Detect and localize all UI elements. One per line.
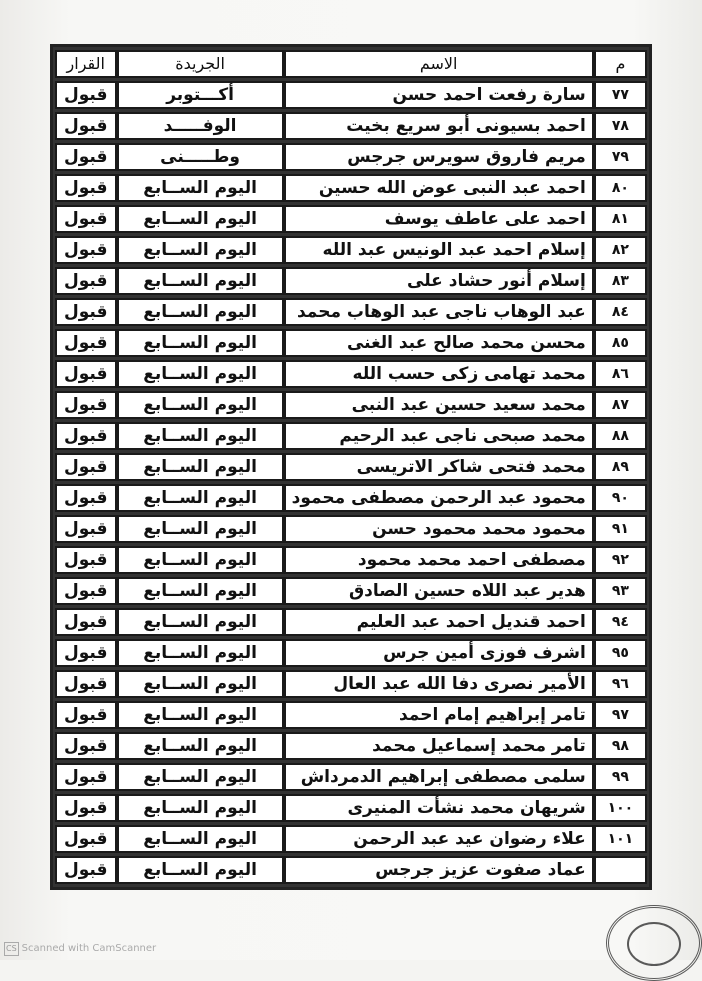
camscanner-logo-icon: CS [4, 942, 19, 956]
header-name: الاسم [284, 50, 594, 78]
row-name: محمد صبحى ناجى عبد الرحيم [284, 422, 594, 450]
row-number: ١٠٠ [594, 794, 647, 822]
table-row [55, 360, 647, 388]
row-name: احمد قنديل احمد عبد العليم [284, 608, 594, 636]
table-row [55, 856, 647, 884]
row-newspaper: اليوم الســابع [117, 236, 284, 264]
table-row [55, 174, 647, 202]
row-decision: قبول [55, 174, 117, 202]
acceptance-table [50, 44, 652, 890]
row-number: ٨٣ [594, 267, 647, 295]
row-decision: قبول [55, 639, 117, 667]
row-number: ٩٣ [594, 577, 647, 605]
row-newspaper: وطـــــنى [117, 143, 284, 171]
table-row [55, 81, 647, 109]
row-decision: قبول [55, 825, 117, 853]
row-number: ٩٩ [594, 763, 647, 791]
header-newspaper: الجريدة [117, 50, 284, 78]
row-newspaper: اليوم الســابع [117, 329, 284, 357]
row-decision: قبول [55, 763, 117, 791]
row-newspaper: اليوم الســابع [117, 794, 284, 822]
row-newspaper: اليوم الســابع [117, 205, 284, 233]
row-name: احمد على عاطف يوسف [284, 205, 594, 233]
header-number: م [594, 50, 647, 78]
row-number: ٩٨ [594, 732, 647, 760]
table-row [55, 143, 647, 171]
table-row [55, 236, 647, 264]
row-name: احمد عبد النبى عوض الله حسين [284, 174, 594, 202]
table-row [55, 515, 647, 543]
row-name: هدير عبد اللاه حسين الصادق [284, 577, 594, 605]
table-row [55, 484, 647, 512]
row-decision: قبول [55, 701, 117, 729]
row-name: عماد صفوت عزيز جرجس [284, 856, 594, 884]
table-row [55, 546, 647, 574]
row-number: ٧٨ [594, 112, 647, 140]
row-decision: قبول [55, 267, 117, 295]
row-number: ٩١ [594, 515, 647, 543]
table-row [55, 794, 647, 822]
row-name: سارة رفعت احمد حسن [284, 81, 594, 109]
table-row [55, 422, 647, 450]
row-decision: قبول [55, 81, 117, 109]
row-number: ٨٨ [594, 422, 647, 450]
row-decision: قبول [55, 298, 117, 326]
table-body [55, 81, 647, 884]
official-stamp [606, 905, 702, 981]
row-decision: قبول [55, 360, 117, 388]
row-decision: قبول [55, 453, 117, 481]
row-name: محمود عبد الرحمن مصطفى محمود [284, 484, 594, 512]
table-row [55, 763, 647, 791]
row-name: احمد بسيونى أبو سريع بخيت [284, 112, 594, 140]
row-name: محمود محمد محمود حسن [284, 515, 594, 543]
row-number: ٨٦ [594, 360, 647, 388]
table-row [55, 608, 647, 636]
table-row [55, 267, 647, 295]
row-newspaper: اليوم الســابع [117, 391, 284, 419]
row-number: ٨٠ [594, 174, 647, 202]
row-name: تامر محمد إسماعيل محمد [284, 732, 594, 760]
row-decision: قبول [55, 143, 117, 171]
row-number: ٨٥ [594, 329, 647, 357]
row-newspaper: اليوم الســابع [117, 732, 284, 760]
row-decision: قبول [55, 112, 117, 140]
row-name: محمد فتحى شاكر الاتريسى [284, 453, 594, 481]
row-newspaper: اليوم الســابع [117, 453, 284, 481]
row-name: إسلام احمد عبد الونيس عبد الله [284, 236, 594, 264]
row-name: مصطفى احمد محمد محمود [284, 546, 594, 574]
row-name: الأمير نصرى دفا الله عبد العال [284, 670, 594, 698]
row-newspaper: اليوم الســابع [117, 763, 284, 791]
row-decision: قبول [55, 484, 117, 512]
table-row [55, 391, 647, 419]
row-decision: قبول [55, 608, 117, 636]
row-newspaper: اليوم الســابع [117, 422, 284, 450]
row-number: ٨٧ [594, 391, 647, 419]
row-newspaper: اليوم الســابع [117, 174, 284, 202]
table-row [55, 670, 647, 698]
row-name: مريم فاروق سويرس جرجس [284, 143, 594, 171]
table-row [55, 639, 647, 667]
row-number: ٩٦ [594, 670, 647, 698]
row-newspaper: اليوم الســابع [117, 577, 284, 605]
row-name: محسن محمد صالح عبد الغنى [284, 329, 594, 357]
row-newspaper: اليوم الســابع [117, 856, 284, 884]
table-row [55, 453, 647, 481]
row-number: ٧٩ [594, 143, 647, 171]
table-row [55, 298, 647, 326]
row-newspaper: اليوم الســابع [117, 360, 284, 388]
row-name: عبد الوهاب ناجى عبد الوهاب محمد [284, 298, 594, 326]
row-newspaper: اليوم الســابع [117, 484, 284, 512]
row-name: سلمى مصطفى إبراهيم الدمرداش [284, 763, 594, 791]
row-newspaper: اليوم الســابع [117, 639, 284, 667]
row-number: ٩٥ [594, 639, 647, 667]
row-number: ٩٢ [594, 546, 647, 574]
row-decision: قبول [55, 856, 117, 884]
row-decision: قبول [55, 670, 117, 698]
row-name: اشرف فوزى أمين جرس [284, 639, 594, 667]
row-decision: قبول [55, 329, 117, 357]
row-decision: قبول [55, 794, 117, 822]
header-decision: القرار [55, 50, 117, 78]
row-decision: قبول [55, 577, 117, 605]
table-header-row [55, 50, 647, 78]
table-row [55, 205, 647, 233]
watermark-text: Scanned with CamScanner [21, 943, 157, 954]
row-decision: قبول [55, 391, 117, 419]
row-newspaper: اليوم الســابع [117, 825, 284, 853]
row-number: ٨٩ [594, 453, 647, 481]
row-newspaper: اليوم الســابع [117, 670, 284, 698]
row-newspaper: اليوم الســابع [117, 267, 284, 295]
table-row [55, 329, 647, 357]
table-row [55, 701, 647, 729]
row-newspaper: أكـــتوبر [117, 81, 284, 109]
row-decision: قبول [55, 422, 117, 450]
table-row [55, 112, 647, 140]
row-number: ٩٤ [594, 608, 647, 636]
row-number: ٩٠ [594, 484, 647, 512]
row-number: ٨٢ [594, 236, 647, 264]
row-decision: قبول [55, 515, 117, 543]
row-number: ٩٧ [594, 701, 647, 729]
row-number: ٨١ [594, 205, 647, 233]
row-decision: قبول [55, 236, 117, 264]
row-number [594, 856, 647, 884]
row-newspaper: الوفـــــد [117, 112, 284, 140]
row-name: محمد سعيد حسين عبد النبى [284, 391, 594, 419]
row-newspaper: اليوم الســابع [117, 701, 284, 729]
row-name: علاء رضوان عيد عبد الرحمن [284, 825, 594, 853]
row-newspaper: اليوم الســابع [117, 546, 284, 574]
row-number: ١٠١ [594, 825, 647, 853]
table-row [55, 732, 647, 760]
row-number: ٧٧ [594, 81, 647, 109]
row-name: محمد تهامى زكى حسب الله [284, 360, 594, 388]
row-decision: قبول [55, 205, 117, 233]
row-name: شريهان محمد نشأت المنيرى [284, 794, 594, 822]
table-row [55, 577, 647, 605]
row-number: ٨٤ [594, 298, 647, 326]
row-newspaper: اليوم الســابع [117, 515, 284, 543]
row-decision: قبول [55, 732, 117, 760]
row-newspaper: اليوم الســابع [117, 298, 284, 326]
row-newspaper: اليوم الســابع [117, 608, 284, 636]
camscanner-watermark [4, 942, 156, 956]
row-name: تامر إبراهيم إمام احمد [284, 701, 594, 729]
table-row [55, 825, 647, 853]
row-name: إسلام أنور حشاد على [284, 267, 594, 295]
row-decision: قبول [55, 546, 117, 574]
